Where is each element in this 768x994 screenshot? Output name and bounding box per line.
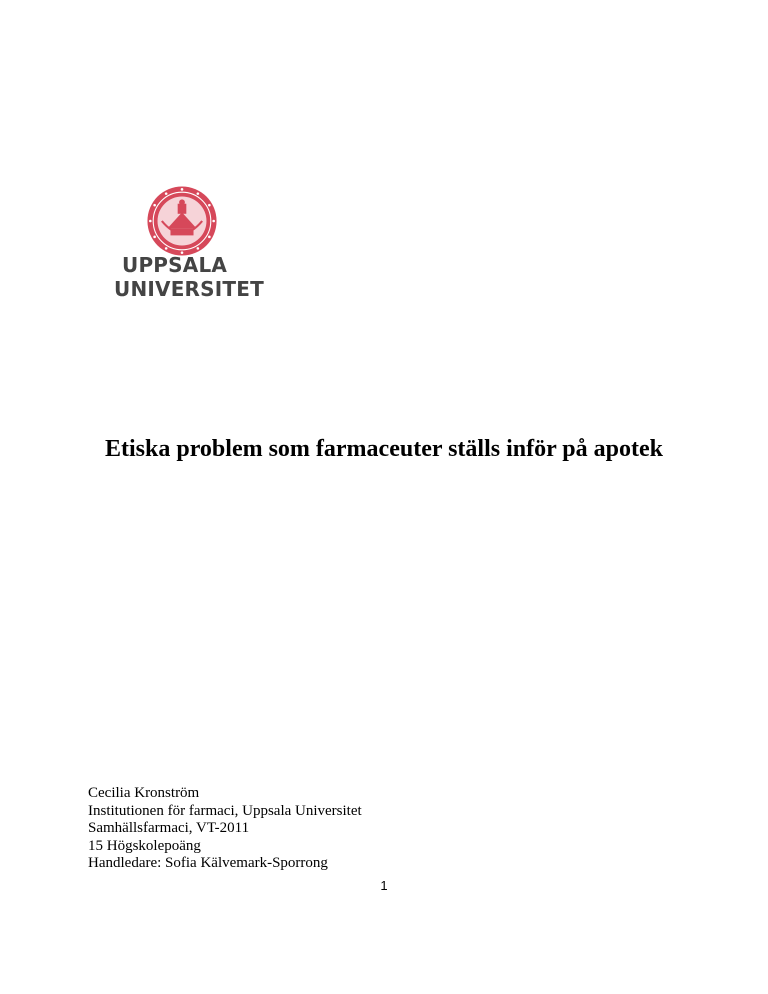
credits: 15 Högskolepoäng	[88, 837, 201, 854]
author-name: Cecilia Kronström	[88, 785, 200, 801]
logo-name-line1: UPPSALA	[122, 253, 228, 277]
document-title: Etiska problem som farmaceuter ställs inför på apotek	[105, 436, 663, 462]
supervisor: Handledare: Sofia Kälvemark-Sporrong	[88, 855, 328, 871]
uppsala-university-seal-icon	[146, 185, 218, 257]
page-number: 1	[380, 878, 388, 893]
course: Samhällsfarmaci, VT-2011	[88, 820, 250, 836]
logo-wordmark	[114, 253, 264, 301]
institution: Institutionen för farmaci, Uppsala Universitet	[88, 802, 362, 819]
document-metadata	[88, 785, 362, 873]
logo-name-line2: UNIVERSITET	[114, 277, 264, 301]
